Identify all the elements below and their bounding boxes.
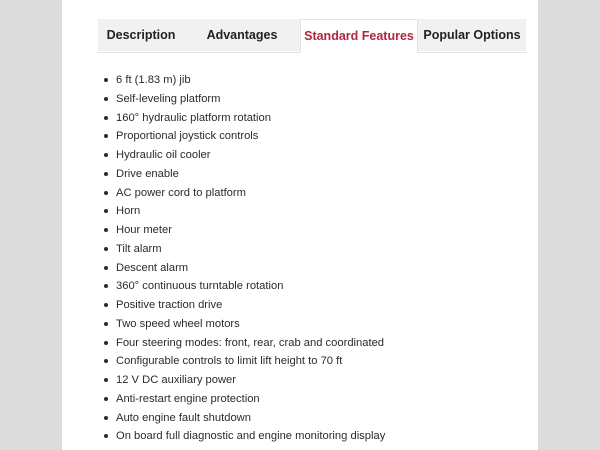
feature-item bbox=[102, 221, 385, 240]
bullet-icon bbox=[104, 416, 108, 420]
bullet-icon bbox=[104, 322, 108, 326]
feature-text: 6 ft (1.83 m) jib bbox=[116, 74, 191, 86]
feature-text: Two speed wheel motors bbox=[116, 317, 240, 330]
feature-text: Four steering modes: front, rear, crab and coordinated bbox=[116, 336, 385, 349]
feature-item bbox=[102, 427, 385, 446]
feature-text: On board full diagnostic and engine monitoring display bbox=[116, 430, 386, 443]
feature-item bbox=[102, 334, 385, 353]
feature-list bbox=[102, 71, 385, 446]
bullet-icon bbox=[104, 378, 108, 382]
feature-text: Self-leveling platform bbox=[116, 92, 221, 105]
tab-popular-options[interactable]: Popular Options bbox=[418, 19, 526, 51]
feature-text: 160° hydraulic platform rotation bbox=[116, 111, 271, 124]
bullet-icon bbox=[104, 191, 108, 195]
feature-text: Hydraulic oil cooler bbox=[116, 149, 211, 161]
feature-text: Auto engine fault shutdown bbox=[116, 411, 251, 424]
feature-text: Positive traction drive bbox=[116, 299, 223, 311]
bullet-icon bbox=[104, 172, 108, 176]
bullet-icon bbox=[104, 434, 108, 438]
feature-item bbox=[102, 277, 385, 296]
content-panel bbox=[62, 0, 538, 450]
bullet-icon bbox=[104, 341, 108, 345]
tab-advantages[interactable]: Advantages bbox=[184, 19, 300, 51]
feature-item bbox=[102, 146, 385, 165]
tab-description[interactable]: Description bbox=[98, 19, 184, 51]
feature-item bbox=[102, 352, 385, 371]
feature-item bbox=[102, 240, 385, 259]
feature-text: Configurable controls to limit lift height to 70 ft bbox=[116, 355, 343, 368]
bullet-icon bbox=[104, 134, 108, 138]
feature-item bbox=[102, 371, 385, 390]
bullet-icon bbox=[104, 116, 108, 120]
bullet-icon bbox=[104, 153, 108, 157]
feature-text: Proportional joystick controls bbox=[116, 130, 259, 143]
bullet-icon bbox=[104, 209, 108, 213]
feature-text: 360° continuous turntable rotation bbox=[116, 280, 284, 293]
bullet-icon bbox=[104, 359, 108, 363]
bullet-icon bbox=[104, 78, 108, 82]
feature-item bbox=[102, 202, 385, 221]
tab-standard-features[interactable]: Standard Features bbox=[300, 19, 418, 53]
bullet-icon bbox=[104, 284, 108, 288]
feature-item bbox=[102, 90, 385, 109]
feature-text: Tilt alarm bbox=[116, 242, 162, 255]
feature-item bbox=[102, 109, 385, 128]
feature-text: 12 V DC auxiliary power bbox=[116, 374, 237, 386]
bullet-icon bbox=[104, 247, 108, 251]
feature-text: AC power cord to platform bbox=[116, 186, 246, 199]
feature-item bbox=[102, 390, 385, 409]
feature-item bbox=[102, 409, 385, 428]
feature-text: Descent alarm bbox=[116, 261, 189, 274]
feature-item bbox=[102, 165, 385, 184]
feature-text: Anti-restart engine protection bbox=[116, 392, 260, 405]
bullet-icon bbox=[104, 303, 108, 307]
feature-item bbox=[102, 296, 385, 315]
feature-item bbox=[102, 184, 385, 203]
feature-item bbox=[102, 127, 385, 146]
feature-text: Drive enable bbox=[116, 167, 179, 180]
feature-item bbox=[102, 315, 385, 334]
tab-bar bbox=[98, 19, 526, 53]
feature-text: Hour meter bbox=[116, 224, 172, 236]
bullet-icon bbox=[104, 228, 108, 232]
bullet-icon bbox=[104, 266, 108, 270]
feature-item bbox=[102, 71, 385, 90]
bullet-icon bbox=[104, 97, 108, 101]
feature-text: Horn bbox=[116, 205, 141, 218]
feature-item bbox=[102, 259, 385, 278]
bullet-icon bbox=[104, 397, 108, 401]
